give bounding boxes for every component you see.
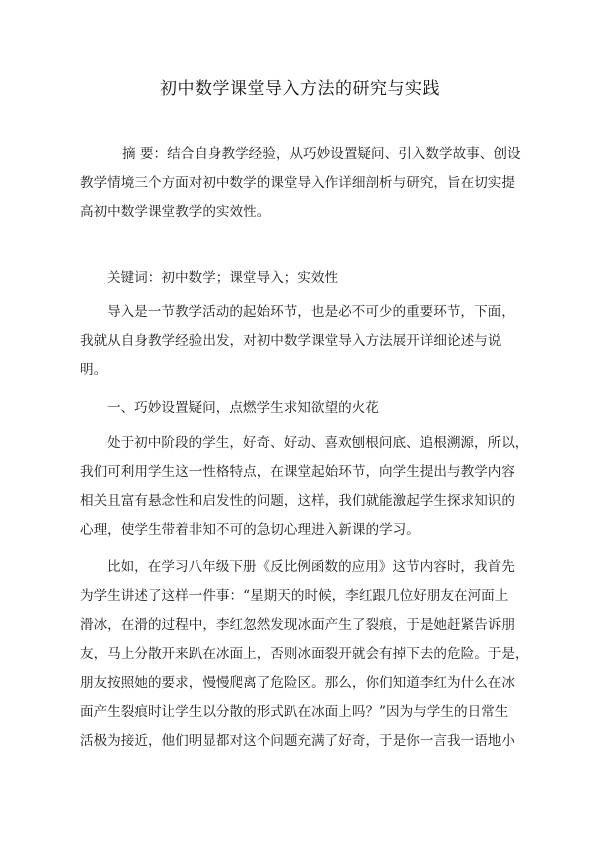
keywords-text: 关键词：初中数学；课堂导入；实效性 (107, 270, 339, 286)
abstract-paragraph (80, 140, 524, 227)
body-paragraph-2 (80, 553, 529, 756)
paragraph-line: 活极为接近，他们明显都对这个问题充满了好奇，于是你一言我一语地小 (80, 733, 515, 749)
paragraph-line: 我们可利用学生这一性格特点，在课堂起始环节，向学生提出与教学内容 (80, 464, 515, 480)
intro-line: 导入是一节教学活动的起始环节，也是必不可少的重要环节，下面， (107, 304, 515, 320)
document-title: 初中数学课堂导入方法的研究与实践 (160, 79, 440, 99)
section-heading (80, 394, 524, 423)
paragraph-line: 面产生裂痕时让学生以分散的形式趴在冰面上吗？”因为与学生的日常生 (80, 704, 509, 720)
paragraph-line: 为学生讲述了这样一件事：“星期天的时候，李红跟几位好朋友在河面上 (80, 588, 509, 604)
paragraph-line: 处于初中阶段的学生，好奇、好动、喜欢刨根问底、追根溯源，所以， (107, 435, 529, 451)
paragraph-line: 朋友按照她的要求，慢慢爬离了危险区。那么，你们知道李红为什么在冰 (80, 675, 515, 691)
section1-heading-text: 一、巧妙设置疑问，点燃学生求知欲望的火花 (107, 400, 379, 416)
paragraph-line: 心理，使学生带着非知不可的急切心理进入新课的学习。 (80, 522, 420, 538)
abstract-line: 教学情境三个方面对初中数学的课堂导入作详细剖析与研究，旨在切实提 (80, 175, 515, 191)
intro-line: 明。 (80, 362, 108, 378)
paragraph-line: 滑冰，在滑的过程中，李红忽然发现冰面产生了裂痕，于是她赶紧告诉朋 (80, 617, 515, 633)
abstract-line: 摘 要：结合自身教学经验，从巧妙设置疑问、引入数学故事、创设 (122, 146, 521, 162)
paragraph-line: 比如，在学习八年级下册《反比例函数的应用》这节内容时，我首先 (107, 559, 515, 575)
paragraph-line: 相关且富有悬念性和启发性的问题，这样，我们就能激起学生探求知识的 (80, 493, 515, 509)
intro-line: 我就从自身教学经验出发，对初中数学课堂导入方法展开详细论述与说 (80, 333, 502, 349)
body-paragraph-1 (80, 429, 529, 545)
keywords-line (80, 264, 524, 293)
intro-paragraph (80, 298, 524, 385)
abstract-line: 高初中数学课堂教学的实效性。 (80, 204, 271, 220)
paragraph-line: 友，马上分散开来趴在冰面上，否则冰面裂开就会有掉下去的危险。于是， (80, 646, 529, 662)
